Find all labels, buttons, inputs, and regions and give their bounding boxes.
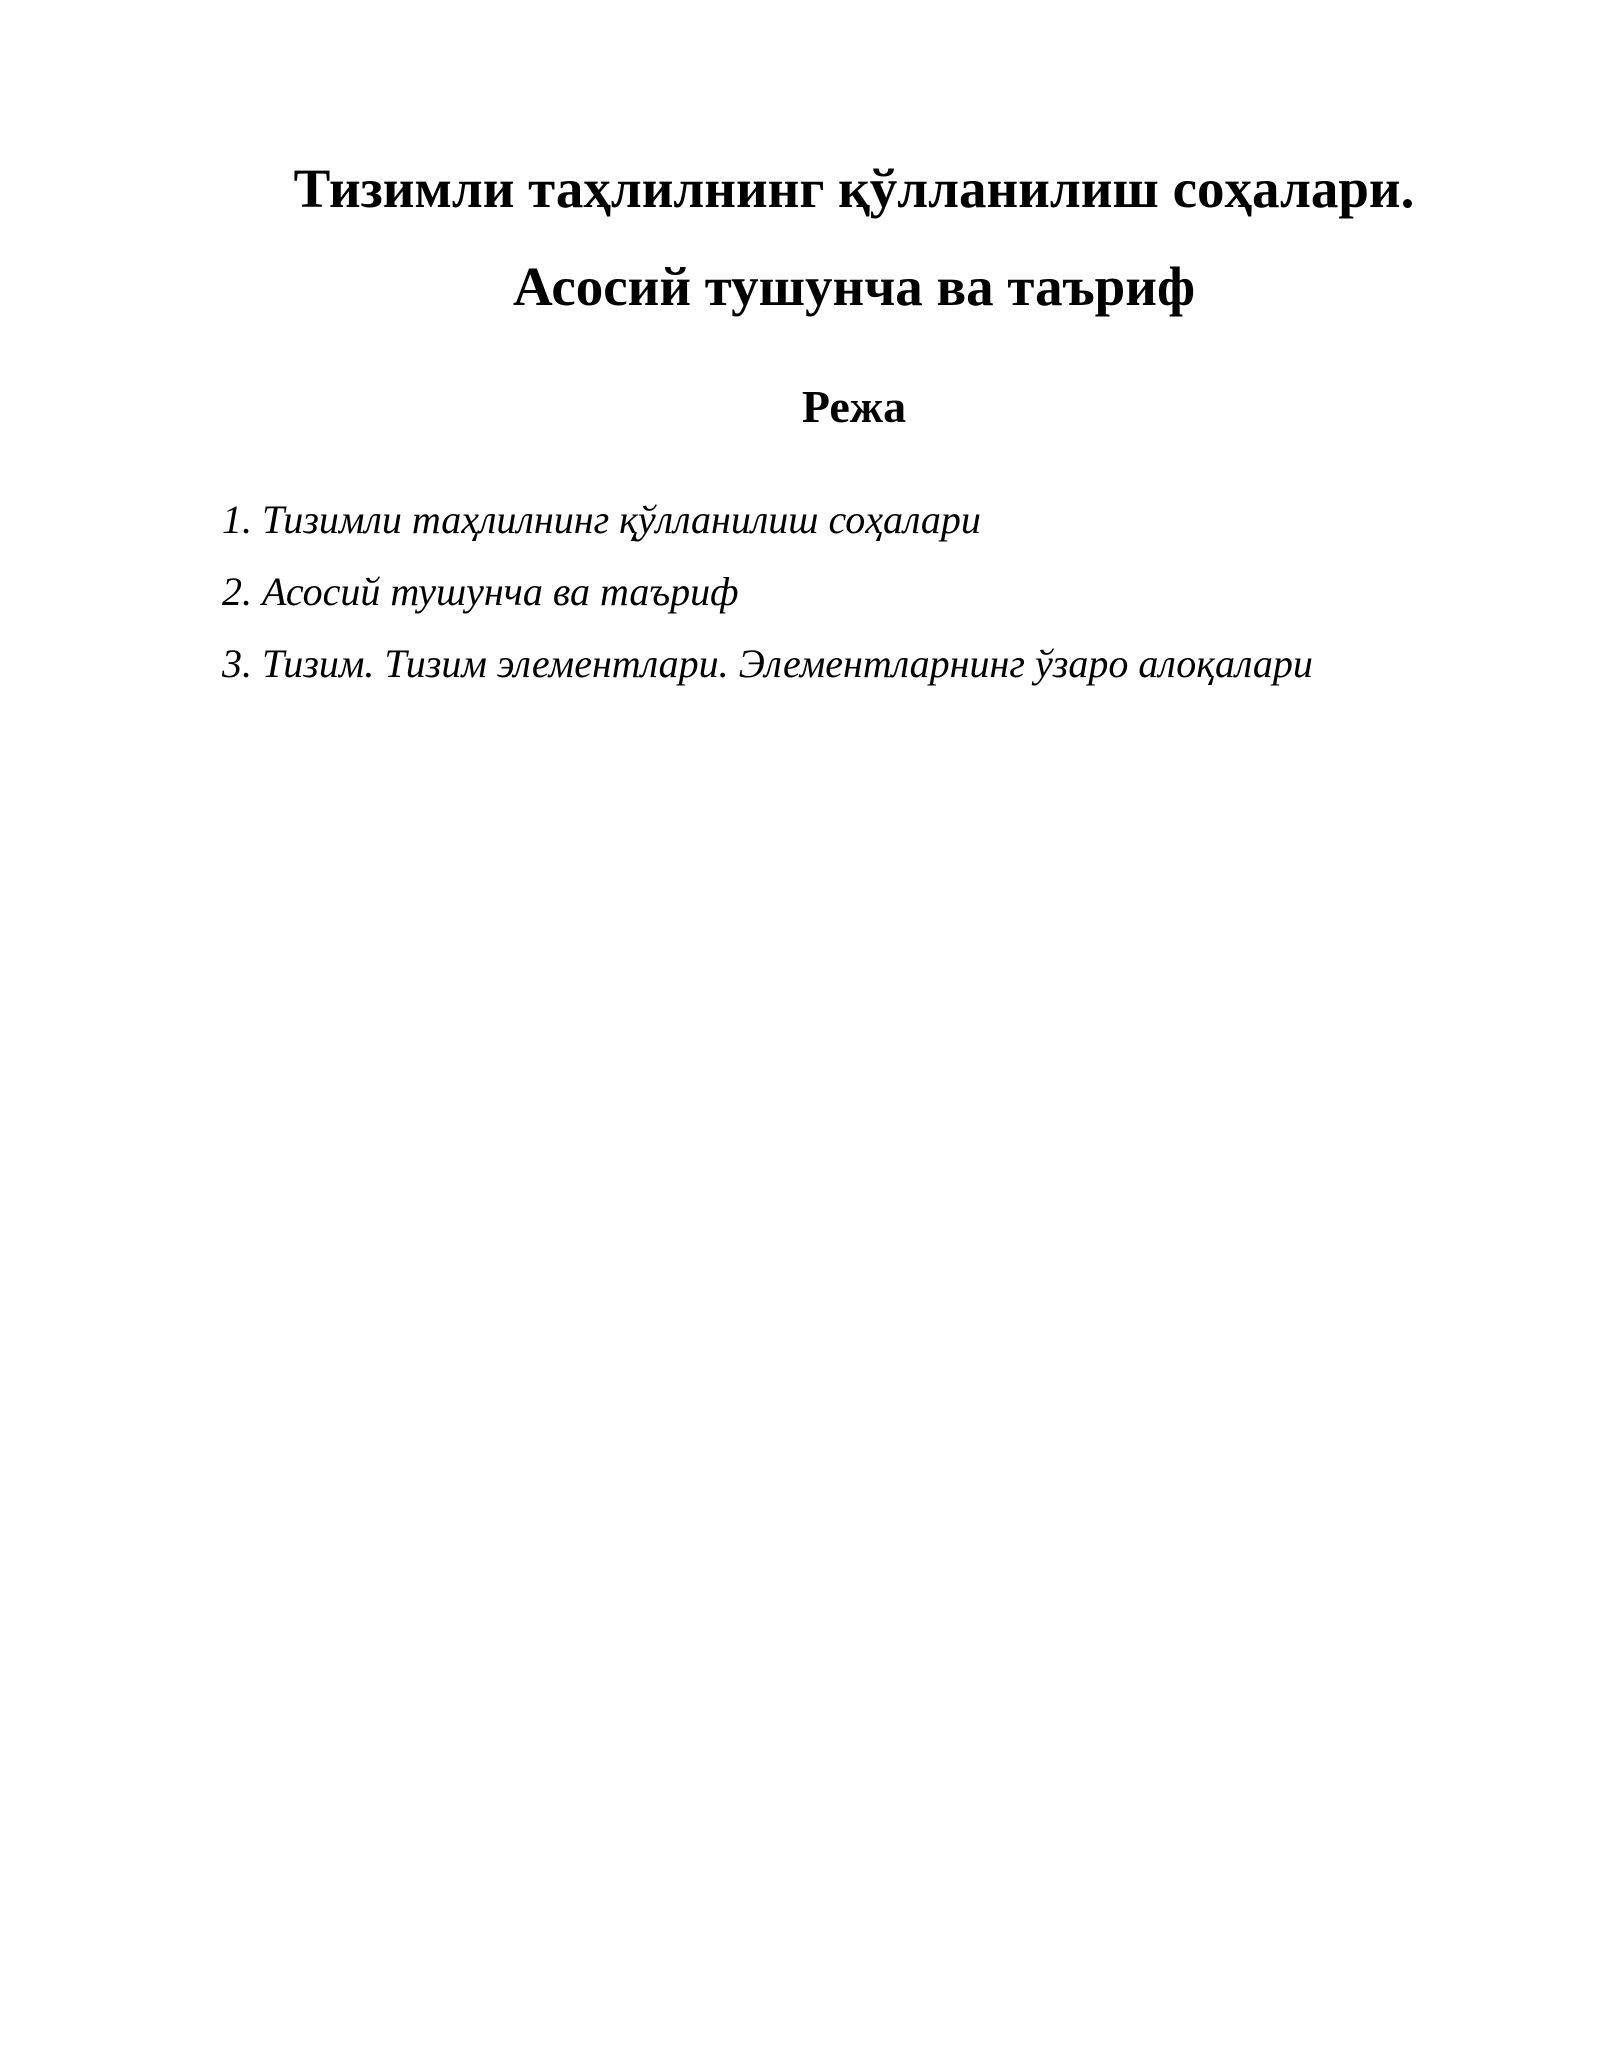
title-line-1: Тизимли таҳлилнинг қўлланилиш соҳалари. bbox=[293, 158, 1415, 219]
plan-item: 1. Тизимли таҳлилнинг қўлланилиш соҳалари bbox=[222, 497, 981, 542]
plan-item: 3. Тизим. Тизим элементлари. Элементларнинг ўзаро алоқалари bbox=[222, 641, 1313, 686]
title-line-2: Асосий тушунча ва таъриф bbox=[512, 256, 1196, 317]
plan-heading: Режа bbox=[801, 381, 907, 432]
plan-item: 2. Асосий тушунча ва таъриф bbox=[222, 569, 739, 614]
document-title bbox=[222, 140, 1486, 336]
plan-list bbox=[222, 484, 1486, 700]
